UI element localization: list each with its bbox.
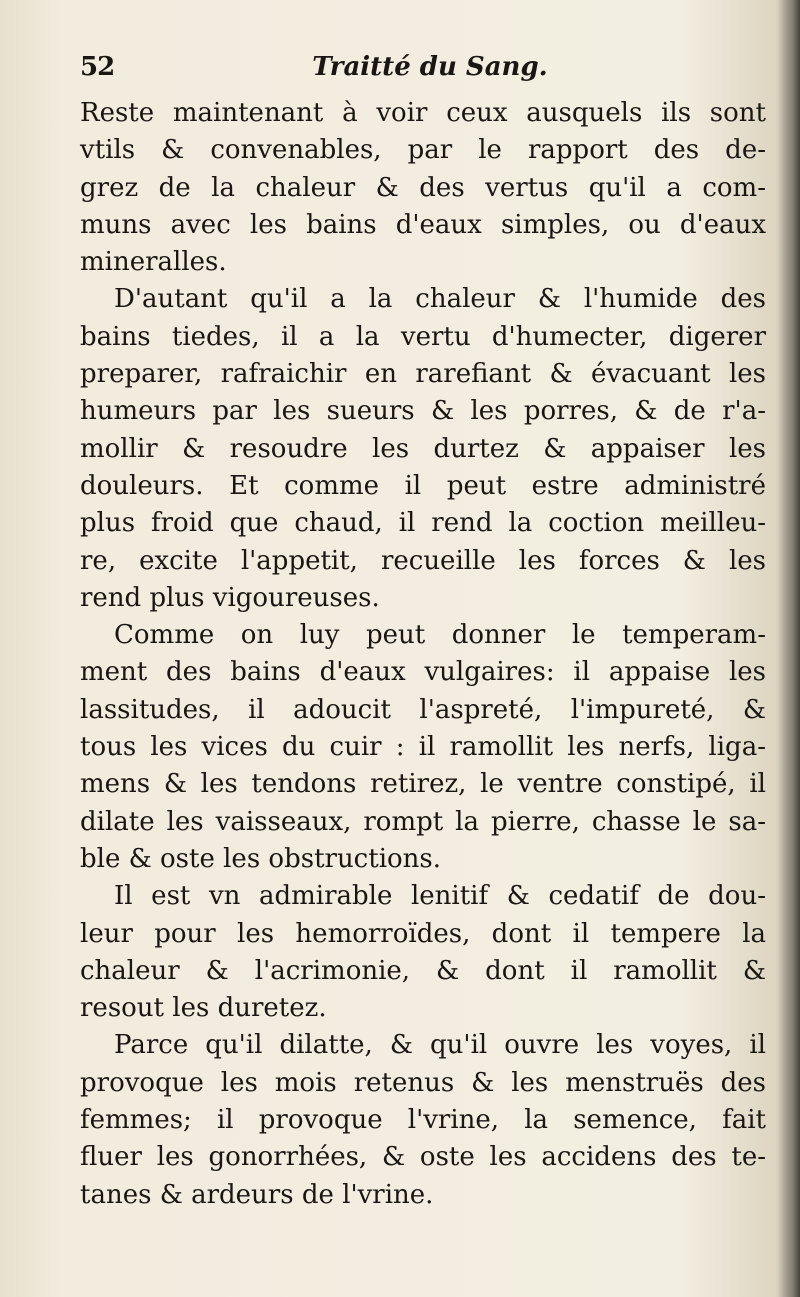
page-edge-shadow <box>778 0 800 1297</box>
text-line: bains tiedes, il a la vertu d'humecter, digerer <box>80 321 766 352</box>
running-title: Traitté du Sang. <box>312 52 548 82</box>
text-line: Parce qu'il dilatte, & qu'il ouvre les voyes, il <box>114 1030 766 1061</box>
body-text <box>80 95 766 1214</box>
text-line: resout les duretez. <box>80 993 327 1024</box>
text-line: rend plus vigoureuses. <box>80 582 380 613</box>
text-line: tanes & ardeurs de l'vrine. <box>80 1179 434 1210</box>
text-line: plus froid que chaud, il rend la coction meilleu- <box>80 508 766 539</box>
text-line: Reste maintenant à voir ceux ausquels ils sont <box>80 98 766 128</box>
text-line: re, excite l'appetit, recueille les forces & les <box>80 545 766 576</box>
text-line: Comme on luy peut donner le temperam- <box>114 620 766 651</box>
text-line: humeurs par les sueurs & les porres, & de r'a- <box>80 396 766 427</box>
text-line: fluer les gonorrhées, & oste les accidens des te- <box>80 1142 766 1173</box>
text-line: preparer, rafraichir en rarefiant & évacuant les <box>80 359 766 390</box>
text-line: femmes; il provoque l'vrine, la semence, fait <box>80 1105 766 1136</box>
text-line: D'autant qu'il a la chaleur & l'humide des <box>114 284 766 315</box>
text-line: douleurs. Et comme il peut estre administré <box>80 470 766 501</box>
text-line: mineralles. <box>80 247 227 278</box>
text-line: tous les vices du cuir : il ramollit les nerfs, liga- <box>80 732 766 763</box>
text-line: vtils & convenables, par le rapport des de- <box>80 135 766 166</box>
paragraph-4 <box>80 878 766 1027</box>
text-line: ble & oste les obstructions. <box>80 843 442 874</box>
text-line: provoque les mois retenus & les menstruës des <box>80 1067 766 1098</box>
text-line: muns avec les bains d'eaux simples, ou d'eaux <box>80 209 766 240</box>
text-line: lassitudes, il adoucit l'aspreté, l'impureté, & <box>80 694 766 725</box>
page-number: 52 <box>80 52 115 82</box>
text-line: leur pour les hemorroïdes, dont il tempere la <box>80 918 766 949</box>
paragraph-1 <box>80 95 766 281</box>
text-line: Il est vn admirable lenitif & cedatif de dou- <box>114 881 766 912</box>
text-line: ment des bains d'eaux vulgaires: il appaise les <box>80 657 766 688</box>
paragraph-2 <box>80 281 766 617</box>
paragraph-5 <box>80 1027 766 1213</box>
text-line: chaleur & l'acrimonie, & dont il ramollit & <box>80 955 766 986</box>
text-line: mens & les tendons retirez, le ventre constipé, il <box>80 769 766 800</box>
text-line: grez de la chaleur & des vertus qu'il a com- <box>80 172 766 203</box>
paragraph-3 <box>80 617 766 878</box>
text-line: dilate les vaisseaux, rompt la pierre, chasse le sa- <box>80 806 766 837</box>
page-header <box>80 52 770 92</box>
text-line: mollir & resoudre les durtez & appaiser les <box>80 433 766 464</box>
